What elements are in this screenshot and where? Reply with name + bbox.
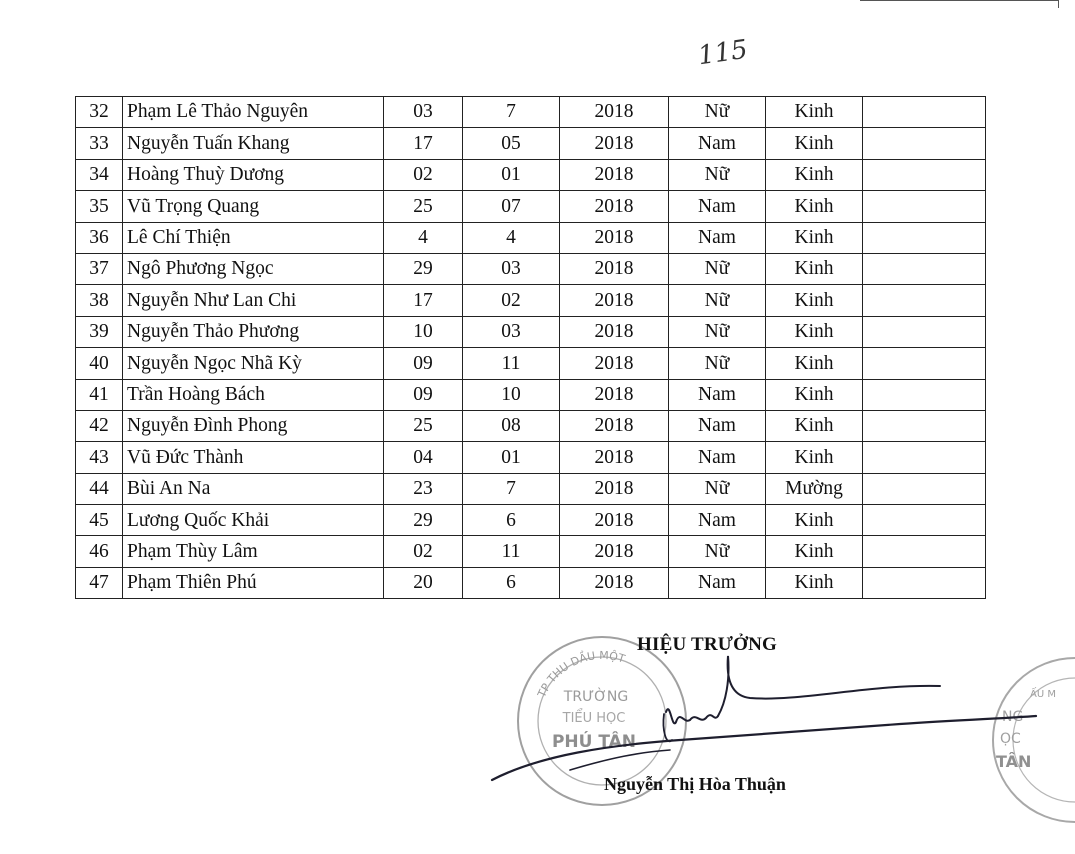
secondary-seal-line-3: TÂN <box>996 752 1032 771</box>
cell-day: 25 <box>384 191 463 222</box>
cell-gender: Nữ <box>669 253 766 284</box>
cell-name: Phạm Lê Thảo Nguyên <box>123 97 384 128</box>
cell-day: 4 <box>384 222 463 253</box>
cell-year: 2018 <box>560 536 669 567</box>
cell-gender: Nữ <box>669 285 766 316</box>
cell-ethnicity: Kinh <box>766 379 863 410</box>
handwritten-page-number: 115 <box>696 34 750 72</box>
cell-stt: 37 <box>76 253 123 284</box>
cell-notes <box>863 410 986 441</box>
cell-stt: 32 <box>76 97 123 128</box>
cell-name: Vũ Trọng Quang <box>123 191 384 222</box>
cell-day: 04 <box>384 442 463 473</box>
cell-year: 2018 <box>560 222 669 253</box>
principal-name: Nguyễn Thị Hòa Thuận <box>604 774 786 794</box>
cell-stt: 44 <box>76 473 123 504</box>
table-row <box>76 442 986 473</box>
cell-stt: 38 <box>76 285 123 316</box>
cell-month: 01 <box>463 442 560 473</box>
cell-day: 29 <box>384 253 463 284</box>
cell-ethnicity: Kinh <box>766 222 863 253</box>
cell-year: 2018 <box>560 410 669 441</box>
cell-ethnicity: Mường <box>766 473 863 504</box>
cell-notes <box>863 442 986 473</box>
cell-name: Nguyễn Đình Phong <box>123 410 384 441</box>
cell-day: 02 <box>384 536 463 567</box>
table-row <box>76 473 986 504</box>
cell-day: 20 <box>384 567 463 598</box>
cell-day: 02 <box>384 159 463 190</box>
principal-title: HIỆU TRƯỞNG <box>637 634 777 655</box>
cell-notes <box>863 191 986 222</box>
seal-line-2: TIỂU HỌC <box>562 711 626 726</box>
cell-gender: Nam <box>669 505 766 536</box>
cell-year: 2018 <box>560 159 669 190</box>
cell-stt: 34 <box>76 159 123 190</box>
table-row <box>76 348 986 379</box>
cell-name: Ngô Phương Ngọc <box>123 253 384 284</box>
cell-notes <box>863 316 986 347</box>
cell-stt: 41 <box>76 379 123 410</box>
cell-month: 07 <box>463 191 560 222</box>
cell-name: Lê Chí Thiện <box>123 222 384 253</box>
cell-stt: 40 <box>76 348 123 379</box>
cell-stt: 42 <box>76 410 123 441</box>
cell-name: Phạm Thiên Phú <box>123 567 384 598</box>
table-row <box>76 285 986 316</box>
cell-name: Nguyễn Thảo Phương <box>123 316 384 347</box>
seal-line-1: TRƯỜNG <box>563 689 629 705</box>
table-row <box>76 97 986 128</box>
secondary-seal-arc: ẤU M <box>1030 689 1056 700</box>
cell-day: 23 <box>384 473 463 504</box>
table-row <box>76 505 986 536</box>
top-edge-tick <box>1058 0 1059 8</box>
cell-month: 02 <box>463 285 560 316</box>
cell-notes <box>863 128 986 159</box>
cell-gender: Nam <box>669 379 766 410</box>
cell-name: Nguyễn Ngọc Nhã Kỳ <box>123 348 384 379</box>
cell-notes <box>863 505 986 536</box>
cell-ethnicity: Kinh <box>766 159 863 190</box>
cell-month: 6 <box>463 505 560 536</box>
cell-name: Bùi An Na <box>123 473 384 504</box>
table-row <box>76 128 986 159</box>
table-row <box>76 191 986 222</box>
cell-gender: Nam <box>669 567 766 598</box>
cell-year: 2018 <box>560 253 669 284</box>
cell-day: 17 <box>384 128 463 159</box>
cell-name: Lương Quốc Khải <box>123 505 384 536</box>
cell-stt: 45 <box>76 505 123 536</box>
cell-gender: Nữ <box>669 97 766 128</box>
cell-month: 01 <box>463 159 560 190</box>
cell-ethnicity: Kinh <box>766 505 863 536</box>
cell-year: 2018 <box>560 285 669 316</box>
cell-year: 2018 <box>560 97 669 128</box>
cell-gender: Nữ <box>669 536 766 567</box>
cell-ethnicity: Kinh <box>766 410 863 441</box>
top-edge-line <box>860 0 1058 1</box>
cell-year: 2018 <box>560 567 669 598</box>
cell-gender: Nam <box>669 222 766 253</box>
cell-notes <box>863 285 986 316</box>
cell-ethnicity: Kinh <box>766 348 863 379</box>
cell-stt: 39 <box>76 316 123 347</box>
cell-gender: Nữ <box>669 473 766 504</box>
cell-notes <box>863 536 986 567</box>
cell-month: 6 <box>463 567 560 598</box>
cell-notes <box>863 473 986 504</box>
cell-day: 03 <box>384 97 463 128</box>
cell-stt: 36 <box>76 222 123 253</box>
table-row <box>76 222 986 253</box>
cell-ethnicity: Kinh <box>766 191 863 222</box>
cell-month: 10 <box>463 379 560 410</box>
cell-year: 2018 <box>560 379 669 410</box>
student-table-body <box>76 97 986 599</box>
cell-stt: 47 <box>76 567 123 598</box>
table-row <box>76 253 986 284</box>
cell-year: 2018 <box>560 128 669 159</box>
cell-month: 7 <box>463 97 560 128</box>
cell-notes <box>863 253 986 284</box>
cell-year: 2018 <box>560 191 669 222</box>
student-table <box>75 96 986 599</box>
cell-ethnicity: Kinh <box>766 128 863 159</box>
cell-day: 09 <box>384 348 463 379</box>
cell-day: 09 <box>384 379 463 410</box>
table-row <box>76 159 986 190</box>
cell-stt: 43 <box>76 442 123 473</box>
cell-month: 03 <box>463 316 560 347</box>
table-row <box>76 316 986 347</box>
cell-notes <box>863 379 986 410</box>
cell-notes <box>863 97 986 128</box>
cell-gender: Nữ <box>669 316 766 347</box>
cell-year: 2018 <box>560 442 669 473</box>
cell-name: Nguyễn Tuấn Khang <box>123 128 384 159</box>
cell-day: 25 <box>384 410 463 441</box>
cell-notes <box>863 567 986 598</box>
cell-name: Hoàng Thuỳ Dương <box>123 159 384 190</box>
cell-gender: Nữ <box>669 159 766 190</box>
cell-month: 11 <box>463 348 560 379</box>
cell-year: 2018 <box>560 473 669 504</box>
cell-month: 03 <box>463 253 560 284</box>
seal-line-3: PHÚ TÂN <box>551 732 637 752</box>
cell-ethnicity: Kinh <box>766 285 863 316</box>
table-row <box>76 536 986 567</box>
cell-year: 2018 <box>560 505 669 536</box>
cell-stt: 46 <box>76 536 123 567</box>
cell-name: Phạm Thùy Lâm <box>123 536 384 567</box>
cell-name: Nguyễn Như Lan Chi <box>123 285 384 316</box>
table-row <box>76 410 986 441</box>
cell-day: 10 <box>384 316 463 347</box>
cell-month: 7 <box>463 473 560 504</box>
cell-year: 2018 <box>560 316 669 347</box>
table-row <box>76 567 986 598</box>
cell-name: Vũ Đức Thành <box>123 442 384 473</box>
cell-notes <box>863 348 986 379</box>
cell-year: 2018 <box>560 348 669 379</box>
cell-gender: Nam <box>669 442 766 473</box>
cell-month: 4 <box>463 222 560 253</box>
cell-stt: 35 <box>76 191 123 222</box>
table-row <box>76 379 986 410</box>
cell-ethnicity: Kinh <box>766 316 863 347</box>
secondary-seal-line-2: ỌC <box>1000 731 1021 747</box>
cell-name: Trần Hoàng Bách <box>123 379 384 410</box>
cell-month: 08 <box>463 410 560 441</box>
cell-gender: Nữ <box>669 348 766 379</box>
cell-notes <box>863 159 986 190</box>
cell-gender: Nam <box>669 410 766 441</box>
cell-ethnicity: Kinh <box>766 536 863 567</box>
cell-stt: 33 <box>76 128 123 159</box>
secondary-seal-line-1: NG <box>1002 709 1024 725</box>
cell-ethnicity: Kinh <box>766 567 863 598</box>
cell-ethnicity: Kinh <box>766 253 863 284</box>
cell-gender: Nam <box>669 191 766 222</box>
cell-day: 17 <box>384 285 463 316</box>
cell-notes <box>863 222 986 253</box>
cell-month: 11 <box>463 536 560 567</box>
cell-month: 05 <box>463 128 560 159</box>
cell-day: 29 <box>384 505 463 536</box>
seal-arc-text: TP THU DẦU MỘT <box>535 648 627 700</box>
cell-gender: Nam <box>669 128 766 159</box>
cell-ethnicity: Kinh <box>766 97 863 128</box>
cell-ethnicity: Kinh <box>766 442 863 473</box>
